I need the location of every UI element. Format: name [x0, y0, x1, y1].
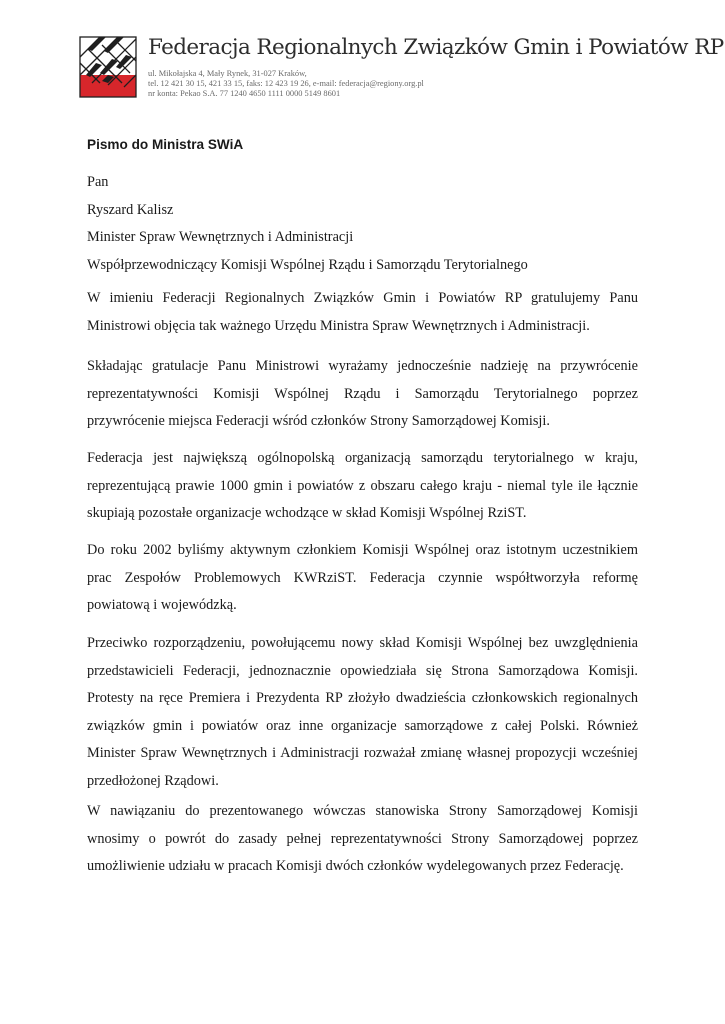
addressee-name: Ryszard Kalisz [87, 201, 174, 218]
addressee-position: Minister Spraw Wewnętrznych i Administracji [87, 229, 354, 245]
document-title: Pismo do Ministra SWiA [87, 137, 244, 152]
contact-line: tel. 12 421 30 15, 421 33 15, faks: 12 423 19 26, e-mail: federacja@regiony.org.pl [148, 79, 424, 88]
addressee-salutation: Pan [87, 174, 109, 190]
body-paragraph: Składając gratulacje Panu Ministrowi wyrażamy jednocześnie nadzieję na przywrócenie reprezentatywności Komisji Wspólnej Rządu i Samorządu Terytorialnego poprzez przywrócenie miejsca Federacji wśród członków Strony Samorządowej Komisji. [87, 358, 638, 429]
body-paragraph: Federacja jest największą ogólnopolską organizacją samorządu terytorialnego w kraju, reprezentującą prawie 1000 gmin i powiatów z obszaru całego kraju - niemal tyle ile łącznie skupiają pozostałe organizacje wchodzące w skład Komisji Wspólnej RziST. [87, 450, 638, 521]
body-paragraph: Przeciwko rozporządzeniu, powołującemu nowy skład Komisji Wspólnej bez uwzględnienia przedstawicieli Federacji, jednoznacznie opowiedziała się Strona Samorządowa Komisji. Protesty na ręce Premiera i Prezydenta RP złożyło dwadzieścia członkowskich regionalnych związków gmin i powiatów oraz inne organizacje samorządowe z całej Polski. Również Minister Spraw Wewnętrznych i Administracji rozważał zmianę własnej propozycji wcześniej przedłożonej Rządowi. [87, 635, 638, 789]
bank-account-line: nr konta: Pekao S.A. 77 1240 4650 1111 0000 5149 8601 [148, 89, 341, 98]
body-paragraph: Do roku 2002 byliśmy aktywnym członkiem Komisji Wspólnej oraz istotnym uczestnikiem prac Zespołów Problemowych KWRziST. Federacja czynnie współtworzyła reformę powiatową i wojewódzką. [87, 542, 638, 613]
addressee-role: Współprzewodniczący Komisji Wspólnej Rządu i Samorządu Terytorialnego [87, 256, 528, 273]
body-paragraph: W imieniu Federacji Regionalnych Związków Gmin i Powiatów RP gratulujemy Panu Ministrowi objęcia tak ważnego Urzędu Ministra Spraw Wewnętrznych i Administracji. [87, 290, 638, 334]
addressee-block [87, 169, 647, 279]
federation-logo-icon [78, 35, 138, 99]
organization-name: Federacja Regionalnych Związków Gmin i Powiatów RP [148, 35, 724, 60]
address-line: ul. Mikołajska 4, Mały Rynek, 31-027 Kraków, [148, 69, 307, 78]
body-paragraph: W nawiązaniu do prezentowanego wówczas stanowiska Strony Samorządowej Komisji wnosimy o powrót do zasady pełnej reprezentatywności Strony Samorządowej poprzez umożliwienie udziału w pracach Komisji dwóch członków wydelegowanych przez Federację. [87, 803, 638, 874]
